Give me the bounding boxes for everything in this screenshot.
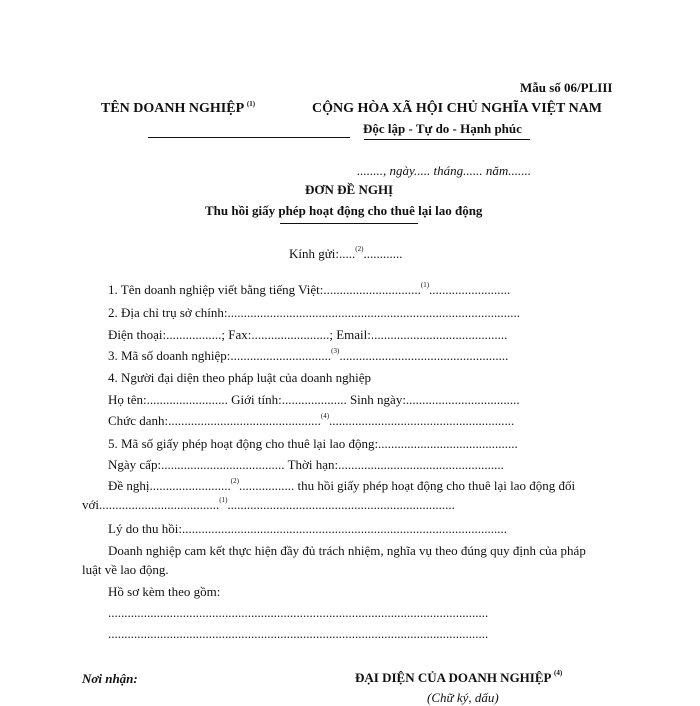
document-subtitle: Thu hồi giấy phép hoạt động cho thuê lại lao động bbox=[205, 203, 483, 218]
field-position-tail: ......................................................... bbox=[329, 413, 515, 428]
request-line-1-b: ................. thu hồi giấy phép hoạt động cho thuê lại lao động đối bbox=[238, 478, 576, 493]
field-enterprise-code-tail: .................................................... bbox=[339, 348, 509, 363]
nation-motto: Độc lập - Tự do - Hạnh phúc bbox=[363, 121, 522, 136]
signature-subtitle: (Chữ ký, dấu) bbox=[427, 690, 499, 705]
field-legal-rep: 4. Người đại diện theo pháp luật của doanh nghiệp bbox=[108, 370, 372, 385]
field-contact: Điện thoại:.................; Fax:........................; Email:.......................................... bbox=[108, 327, 508, 342]
request-line-1-note: (2) bbox=[230, 477, 239, 485]
addressee-text: Kính gửi:..... bbox=[289, 246, 356, 261]
request-line-2-note: (1) bbox=[219, 496, 228, 504]
field-company-name bbox=[108, 282, 510, 298]
field-address: 2. Địa chỉ trụ sở chính:.......................................................................................... bbox=[108, 305, 521, 320]
recipient-label: Nơi nhận: bbox=[82, 671, 138, 686]
field-company-name-note: (1) bbox=[420, 281, 430, 289]
request-line-2-b: ...................................................................... bbox=[227, 497, 455, 512]
attachment-line-2: ..................................................................................................................... bbox=[108, 626, 489, 641]
field-company-name-tail: ......................... bbox=[429, 282, 511, 297]
field-enterprise-code-note: (3) bbox=[331, 347, 340, 355]
company-name-note: (1) bbox=[246, 100, 256, 108]
field-company-name-label: 1. Tên doanh nghiệp viết bằng tiếng Việt:.............................. bbox=[108, 282, 421, 297]
signature-note: (4) bbox=[554, 669, 563, 677]
reason-line: Lý do thu hồi:.................................................................................................... bbox=[108, 521, 508, 536]
subtitle-underline bbox=[280, 223, 418, 224]
commitment-line-2: luật về lao động. bbox=[82, 562, 169, 577]
company-name-header bbox=[101, 101, 255, 117]
field-position bbox=[108, 413, 514, 429]
field-enterprise-code-label: 3. Mã số doanh nghiệp:............................... bbox=[108, 348, 332, 363]
field-person: Họ tên:......................... Giới tính:.................... Sinh ngày:................................... bbox=[108, 392, 520, 407]
request-line-1 bbox=[108, 478, 575, 494]
motto-underline bbox=[364, 139, 530, 140]
field-enterprise-code bbox=[108, 348, 508, 364]
field-position-note: (4) bbox=[320, 412, 330, 420]
addressee-note: (2) bbox=[355, 245, 364, 253]
company-name-title: TÊN DOANH NGHIỆP bbox=[101, 101, 244, 116]
form-number: Mẫu số 06/PLIII bbox=[520, 80, 613, 95]
signature-title: ĐẠI DIỆN CỦA DOANH NGHIỆP bbox=[355, 670, 551, 685]
document-title: ĐƠN ĐỀ NGHỊ bbox=[305, 182, 394, 197]
field-license-code: 5. Mã số giấy phép hoạt động cho thuê lại lao động:........................................... bbox=[108, 436, 518, 451]
field-position-label: Chức danh:............................................... bbox=[108, 413, 321, 428]
addressee-tail: ............ bbox=[363, 246, 403, 261]
request-line-1-a: Đề nghị......................... bbox=[108, 478, 231, 493]
commitment-line-1: Doanh nghiệp cam kết thực hiện đầy đủ trách nhiệm, nghĩa vụ theo đúng quy định của pháp bbox=[108, 543, 586, 558]
attachment-line-1: ..................................................................................................................... bbox=[108, 605, 489, 620]
request-line-2 bbox=[82, 497, 455, 513]
attachments-label: Hồ sơ kèm theo gồm: bbox=[108, 584, 221, 599]
addressee-line bbox=[289, 246, 402, 262]
signature-block bbox=[355, 670, 562, 686]
date-line: ........, ngày..... tháng...... năm....... bbox=[357, 163, 532, 178]
request-line-2-a: với..................................... bbox=[82, 497, 220, 512]
field-issue-term: Ngày cấp:...................................... Thời hạn:................................................... bbox=[108, 457, 504, 472]
company-underline bbox=[148, 137, 350, 138]
nation-title: CỘNG HÒA XÃ HỘI CHỦ NGHĨA VIỆT NAM bbox=[312, 101, 603, 116]
